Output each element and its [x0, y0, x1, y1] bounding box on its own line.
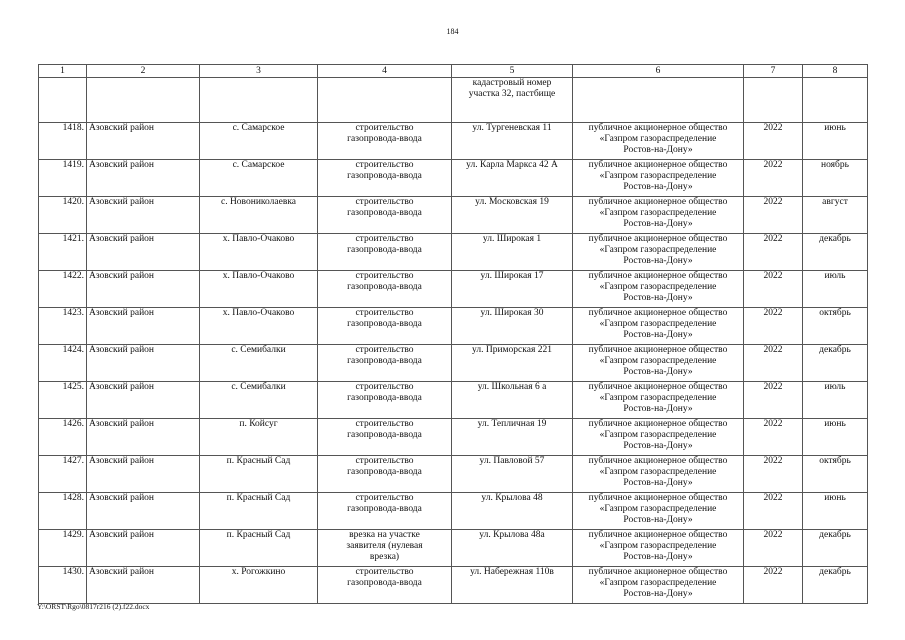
table-cell-col-5	[452, 160, 573, 197]
cell-text: 1423.	[62, 308, 84, 318]
table-cell-col-1	[39, 308, 87, 345]
table-cell-col-2	[87, 123, 200, 160]
table-cell-col-8	[803, 382, 868, 419]
cell-text: ул. Крылова 48	[481, 493, 543, 503]
cell-text: строительство газопровода-ввода	[347, 308, 422, 329]
cell-text: июнь	[824, 493, 846, 503]
cell-text: строительство газопровода-ввода	[347, 382, 422, 403]
cell-text: Азовский район	[89, 493, 154, 503]
column-header-2: 2	[87, 65, 200, 78]
column-header-5: 5	[452, 65, 573, 78]
column-header-3: 3	[200, 65, 318, 78]
table-cell-col-8	[803, 456, 868, 493]
table-cell-col-3	[200, 567, 318, 604]
cell-text: Азовский район	[89, 530, 154, 540]
table-cell-col-3	[200, 123, 318, 160]
table-row	[39, 197, 868, 234]
cell-text: 1424.	[62, 345, 84, 355]
table-cell-col-6	[573, 160, 744, 197]
cell-text: 2022	[763, 567, 783, 577]
column-header-6: 6	[573, 65, 744, 78]
data-table	[38, 64, 868, 604]
cell-text: ул. Павловой 57	[479, 456, 545, 466]
cell-text: 2022	[763, 234, 783, 244]
cell-text: ул. Широкая 17	[480, 271, 544, 281]
cell-text: п. Красный Сад	[226, 493, 291, 503]
cell-text: 2022	[763, 382, 783, 392]
table-cell-col-5	[452, 308, 573, 345]
cell-text: ул. Карла Маркса 42 А	[466, 160, 558, 170]
table-cell-col-8	[803, 78, 868, 123]
table-row	[39, 234, 868, 271]
table-cell-col-3	[200, 345, 318, 382]
table-cell-col-3	[200, 308, 318, 345]
cell-text: строительство газопровода-ввода	[347, 234, 422, 255]
cell-text: 2022	[763, 123, 783, 133]
table-cell-col-4	[318, 123, 452, 160]
cell-text: ул. Крылова 48а	[479, 530, 545, 540]
table-cell-col-2	[87, 160, 200, 197]
cell-text: строительство газопровода-ввода	[347, 160, 422, 181]
table-cell-col-1	[39, 567, 87, 604]
table-cell-col-3	[200, 160, 318, 197]
table-cell-col-5	[452, 123, 573, 160]
table-cell-col-3	[200, 493, 318, 530]
cell-text: х. Павло-Очаково	[222, 308, 295, 318]
table-row	[39, 78, 868, 123]
cell-text: публичное акционерное общество «Газпром газораспределение Ростов-на-Дону»	[588, 234, 728, 266]
cell-text: 1422.	[62, 271, 84, 281]
cell-text: 1429.	[62, 530, 84, 540]
cell-text: Азовский район	[89, 382, 154, 392]
cell-text: строительство газопровода-ввода	[347, 493, 422, 514]
cell-text: строительство газопровода-ввода	[347, 197, 422, 218]
table-cell-col-5	[452, 345, 573, 382]
table-cell-col-3	[200, 234, 318, 271]
cell-text: Азовский район	[89, 271, 154, 281]
table-cell-col-4	[318, 308, 452, 345]
table-row	[39, 419, 868, 456]
table-cell-col-6	[573, 197, 744, 234]
table-row	[39, 160, 868, 197]
cell-text: Азовский район	[89, 160, 154, 170]
table-cell-col-4	[318, 160, 452, 197]
table-cell-col-1	[39, 78, 87, 123]
table-row	[39, 382, 868, 419]
table-cell-col-5	[452, 530, 573, 567]
table-cell-col-7	[744, 78, 803, 123]
table-cell-col-6	[573, 78, 744, 123]
cell-text: ул. Приморская 221	[472, 345, 552, 355]
cell-text: 1428.	[62, 493, 84, 503]
cell-text: публичное акционерное общество «Газпром газораспределение Ростов-на-Дону»	[588, 567, 728, 599]
cell-text: 1427.	[62, 456, 84, 466]
table-cell-col-3	[200, 530, 318, 567]
table-cell-col-7	[744, 123, 803, 160]
cell-text: Азовский район	[89, 456, 154, 466]
cell-text: декабрь	[819, 567, 851, 577]
cell-text: июнь	[824, 419, 846, 429]
cell-text: строительство газопровода-ввода	[347, 271, 422, 292]
cell-text: врезка на участке заявителя (нулевая врезка)	[346, 530, 423, 562]
table-cell-col-3	[200, 419, 318, 456]
table-body	[39, 78, 868, 604]
table-cell-col-6	[573, 123, 744, 160]
table-cell-col-2	[87, 493, 200, 530]
table-row	[39, 493, 868, 530]
table-cell-col-8	[803, 308, 868, 345]
table-cell-col-5	[452, 271, 573, 308]
cell-text: публичное акционерное общество «Газпром газораспределение Ростов-на-Дону»	[588, 493, 728, 525]
table-cell-col-5	[452, 78, 573, 123]
table-cell-col-4	[318, 271, 452, 308]
table-cell-col-3	[200, 78, 318, 123]
table-cell-col-1	[39, 197, 87, 234]
cell-text: 2022	[763, 419, 783, 429]
table-cell-col-5	[452, 197, 573, 234]
cell-text: 1430.	[62, 567, 84, 577]
table-row	[39, 123, 868, 160]
cell-text: п. Красный Сад	[226, 456, 291, 466]
table-cell-col-5	[452, 419, 573, 456]
table-cell-col-2	[87, 567, 200, 604]
table-header	[39, 65, 868, 78]
cell-text: х. Рогожкино	[231, 567, 286, 577]
cell-text: х. Павло-Очаково	[222, 234, 295, 244]
cell-text: с. Самарское	[232, 123, 285, 133]
cell-text: декабрь	[819, 345, 851, 355]
cell-text: публичное акционерное общество «Газпром газораспределение Ростов-на-Дону»	[588, 530, 728, 562]
table-cell-col-4	[318, 234, 452, 271]
cell-text: 2022	[763, 271, 783, 281]
table-cell-col-1	[39, 456, 87, 493]
table-cell-col-7	[744, 308, 803, 345]
table-row	[39, 271, 868, 308]
cell-text: 1418.	[62, 123, 84, 133]
table-cell-col-6	[573, 308, 744, 345]
table-cell-col-4	[318, 382, 452, 419]
table-cell-col-1	[39, 345, 87, 382]
table-cell-col-2	[87, 345, 200, 382]
cell-text: строительство газопровода-ввода	[347, 123, 422, 144]
table-cell-col-4	[318, 197, 452, 234]
cell-text: Азовский район	[89, 567, 154, 577]
table-cell-col-7	[744, 456, 803, 493]
cell-text: 1426.	[62, 419, 84, 429]
cell-text: публичное акционерное общество «Газпром газораспределение Ростов-на-Дону»	[588, 123, 728, 155]
table-cell-col-8	[803, 345, 868, 382]
table-cell-col-7	[744, 419, 803, 456]
table-cell-col-2	[87, 308, 200, 345]
cell-text: ул. Тургеневская 11	[472, 123, 552, 133]
cell-text: август	[822, 197, 848, 207]
table-cell-col-6	[573, 271, 744, 308]
cell-text: июль	[824, 382, 846, 392]
table-cell-col-2	[87, 78, 200, 123]
table-cell-col-6	[573, 493, 744, 530]
cell-text: ул. Широкая 1	[482, 234, 542, 244]
table-cell-col-1	[39, 234, 87, 271]
cell-text: июнь	[824, 123, 846, 133]
table-cell-col-6	[573, 456, 744, 493]
table-cell-col-2	[87, 197, 200, 234]
table-row	[39, 308, 868, 345]
table-cell-col-6	[573, 234, 744, 271]
table-cell-col-4	[318, 78, 452, 123]
cell-text: 2022	[763, 308, 783, 318]
cell-text: публичное акционерное общество «Газпром газораспределение Ростов-на-Дону»	[588, 308, 728, 340]
column-header-1: 1	[39, 65, 87, 78]
table-cell-col-8	[803, 234, 868, 271]
cell-text: строительство газопровода-ввода	[347, 567, 422, 588]
cell-text: строительство газопровода-ввода	[347, 456, 422, 477]
table-cell-col-5	[452, 493, 573, 530]
table-cell-col-7	[744, 160, 803, 197]
table-cell-col-1	[39, 382, 87, 419]
cell-text: Азовский район	[89, 419, 154, 429]
cell-text: ноябрь	[821, 160, 849, 170]
cell-text: с. Самарское	[232, 160, 285, 170]
cell-text: с. Семибалки	[231, 382, 286, 392]
cell-text: 2022	[763, 345, 783, 355]
table-cell-col-3	[200, 271, 318, 308]
table-cell-col-8	[803, 493, 868, 530]
table-cell-col-3	[200, 382, 318, 419]
cell-text: п. Красный Сад	[226, 530, 291, 540]
table-cell-col-8	[803, 271, 868, 308]
cell-text: октябрь	[819, 456, 851, 466]
cell-text: 2022	[763, 456, 783, 466]
cell-text: 1419.	[62, 160, 84, 170]
table-cell-col-1	[39, 160, 87, 197]
table-cell-col-7	[744, 345, 803, 382]
footer-file-path: Y:\ORST\Rgo\0817r216 (2).f22.docx	[37, 602, 150, 611]
table-cell-col-1	[39, 419, 87, 456]
table-cell-col-8	[803, 123, 868, 160]
cell-text: 1421.	[62, 234, 84, 244]
cell-text: ул. Школьная 6 а	[477, 382, 547, 392]
table-cell-col-7	[744, 271, 803, 308]
table-cell-col-4	[318, 493, 452, 530]
table-row	[39, 567, 868, 604]
table-cell-col-5	[452, 234, 573, 271]
column-header-7: 7	[744, 65, 803, 78]
cell-text: х. Павло-Очаково	[222, 271, 295, 281]
table-cell-col-7	[744, 493, 803, 530]
cell-text: ул. Набережная 110в	[470, 567, 554, 577]
cell-text: публичное акционерное общество «Газпром газораспределение Ростов-на-Дону»	[588, 382, 728, 414]
column-header-8: 8	[803, 65, 868, 78]
cell-text: 2022	[763, 197, 783, 207]
table-cell-col-8	[803, 160, 868, 197]
cell-text: с. Семибалки	[231, 345, 286, 355]
table-cell-col-2	[87, 382, 200, 419]
table-cell-col-4	[318, 530, 452, 567]
column-header-4: 4	[318, 65, 452, 78]
table-cell-col-4	[318, 419, 452, 456]
table-row	[39, 345, 868, 382]
table-cell-col-4	[318, 567, 452, 604]
cell-text: кадастровый номер участка 32, пастбище	[468, 78, 556, 99]
cell-text: декабрь	[819, 234, 851, 244]
cell-text: с. Новониколаевка	[220, 197, 297, 207]
cell-text: публичное акционерное общество «Газпром газораспределение Ростов-на-Дону»	[588, 419, 728, 451]
table-row	[39, 530, 868, 567]
table-cell-col-3	[200, 197, 318, 234]
cell-text: Азовский район	[89, 234, 154, 244]
table-cell-col-2	[87, 456, 200, 493]
cell-text: Азовский район	[89, 308, 154, 318]
cell-text: публичное акционерное общество «Газпром газораспределение Ростов-на-Дону»	[588, 456, 728, 488]
cell-text: строительство газопровода-ввода	[347, 345, 422, 366]
cell-text: 2022	[763, 530, 783, 540]
table-cell-col-7	[744, 567, 803, 604]
table-cell-col-7	[744, 530, 803, 567]
table-cell-col-2	[87, 271, 200, 308]
table-cell-col-1	[39, 123, 87, 160]
table-cell-col-5	[452, 382, 573, 419]
cell-text: ул. Московская 19	[475, 197, 549, 207]
cell-text: 1420.	[62, 197, 84, 207]
cell-text: декабрь	[819, 530, 851, 540]
table-cell-col-1	[39, 493, 87, 530]
table-cell-col-5	[452, 567, 573, 604]
cell-text: Азовский район	[89, 345, 154, 355]
cell-text: Азовский район	[89, 197, 154, 207]
cell-text: 2022	[763, 160, 783, 170]
cell-text: 1425.	[62, 382, 84, 392]
table-cell-col-6	[573, 419, 744, 456]
header-row	[39, 65, 868, 78]
cell-text: ул. Широкая 30	[480, 308, 544, 318]
page-number: 184	[446, 27, 459, 36]
table-cell-col-6	[573, 530, 744, 567]
table-cell-col-4	[318, 345, 452, 382]
table-cell-col-1	[39, 271, 87, 308]
cell-text: Азовский район	[89, 123, 154, 133]
table-cell-col-8	[803, 419, 868, 456]
table-cell-col-6	[573, 345, 744, 382]
table-row	[39, 456, 868, 493]
cell-text: публичное акционерное общество «Газпром газораспределение Ростов-на-Дону»	[588, 197, 728, 229]
table-cell-col-4	[318, 456, 452, 493]
cell-text: п. Койсуг	[239, 419, 278, 429]
table-cell-col-7	[744, 197, 803, 234]
cell-text: ул. Тепличная 19	[477, 419, 547, 429]
table-cell-col-5	[452, 456, 573, 493]
table-cell-col-7	[744, 234, 803, 271]
table-cell-col-8	[803, 567, 868, 604]
cell-text: публичное акционерное общество «Газпром газораспределение Ростов-на-Дону»	[588, 271, 728, 303]
table-cell-col-7	[744, 382, 803, 419]
cell-text: октябрь	[819, 308, 851, 318]
table-cell-col-6	[573, 382, 744, 419]
cell-text: июль	[824, 271, 846, 281]
table-cell-col-2	[87, 234, 200, 271]
table-cell-col-2	[87, 419, 200, 456]
table-cell-col-3	[200, 456, 318, 493]
cell-text: 2022	[763, 493, 783, 503]
cell-text: строительство газопровода-ввода	[347, 419, 422, 440]
cell-text: публичное акционерное общество «Газпром газораспределение Ростов-на-Дону»	[588, 160, 728, 192]
table-cell-col-2	[87, 530, 200, 567]
table-cell-col-1	[39, 530, 87, 567]
table-cell-col-6	[573, 567, 744, 604]
cell-text: публичное акционерное общество «Газпром газораспределение Ростов-на-Дону»	[588, 345, 728, 377]
table-cell-col-8	[803, 530, 868, 567]
table-cell-col-8	[803, 197, 868, 234]
